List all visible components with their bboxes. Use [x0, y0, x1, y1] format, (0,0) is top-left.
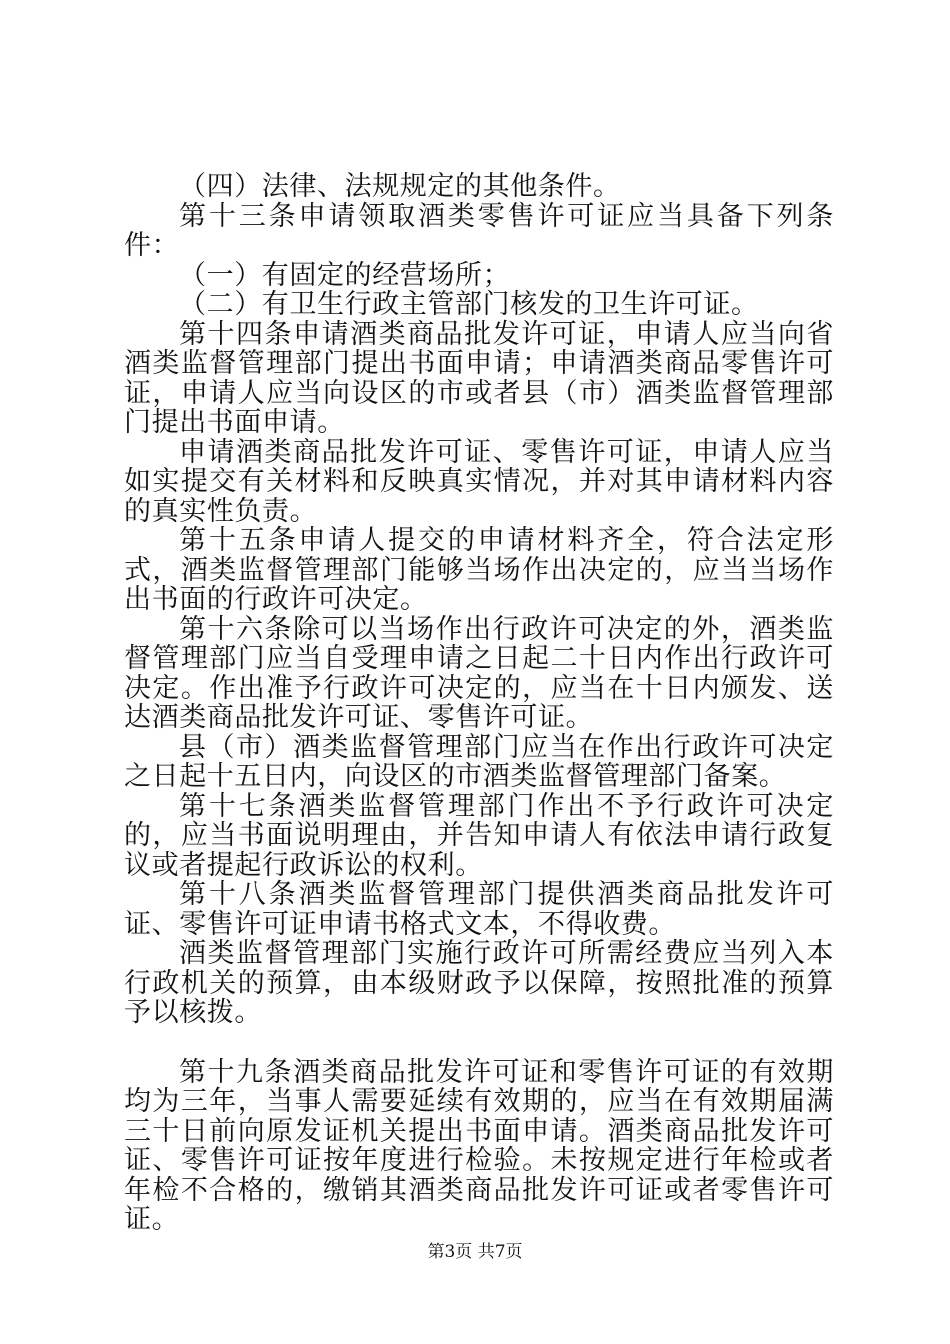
paragraph: 申请酒类商品批发许可证、零售许可证，申请人应当如实提交有关材料和反映真实情况，并对其申请材料内容的真实性负责。	[124, 436, 834, 527]
paragraph: 酒类监督管理部门实施行政许可所需经费应当列入本行政机关的预算，由本级财政予以保障，按照批准的预算予以核拨。	[124, 938, 834, 1028]
paragraph: （二）有卫生行政主管部门核发的卫生许可证。	[179, 289, 759, 320]
paragraph-spacer	[124, 1028, 834, 1058]
paragraph: 第十七条酒类监督管理部门作出不予行政许可决定的，应当书面说明理由，并告知申请人有依法申请行政复议或者提起行政诉讼的权利。	[124, 790, 834, 881]
paragraph: 县（市）酒类监督管理部门应当在作出行政许可决定之日起十五日内，向设区的市酒类监督管理部门备案。	[124, 731, 834, 792]
paragraph: 第十八条酒类监督管理部门提供酒类商品批发许可证、零售许可证申请书格式文本，不得收费。	[124, 879, 834, 940]
paragraph: （一）有固定的经营场所；	[179, 259, 511, 291]
paragraph: 第十五条申请人提交的申请材料齐全，符合法定形式，酒类监督管理部门能够当场作出决定的，应当当场作出书面的行政许可决定。	[124, 525, 834, 615]
paragraph: 第十四条申请酒类商品批发许可证，申请人应当向省酒类监督管理部门提出书面申请；申请酒类商品零售许可证，申请人应当向设区的市或者县（市）酒类监督管理部门提出书面申请。	[124, 318, 834, 438]
paragraph: （四）法律、法规规定的其他条件。	[179, 171, 621, 202]
page-number-footer: 第3页 共7页	[427, 1242, 523, 1262]
paragraph: 第十三条申请领取酒类零售许可证应当具备下列条件：	[124, 200, 834, 261]
document-body	[124, 172, 834, 1235]
paragraph: 第十六条除可以当场作出行政许可决定的外，酒类监督管理部门应当自受理申请之日起二十日内作出行政许可决定。作出准予行政许可决定的，应当在十日内颁发、送达酒类商品批发许可证、零售许可证。	[124, 613, 834, 733]
paragraph: 第十九条酒类商品批发许可证和零售许可证的有效期均为三年，当事人需要延续有效期的，应当在有效期届满三十日前向原发证机关提出书面申请。酒类商品批发许可证、零售许可证按年度进行检验。未按规定进行年检或者年检不合格的，缴销其酒类商品批发许可证或者零售许可证。	[124, 1056, 834, 1235]
